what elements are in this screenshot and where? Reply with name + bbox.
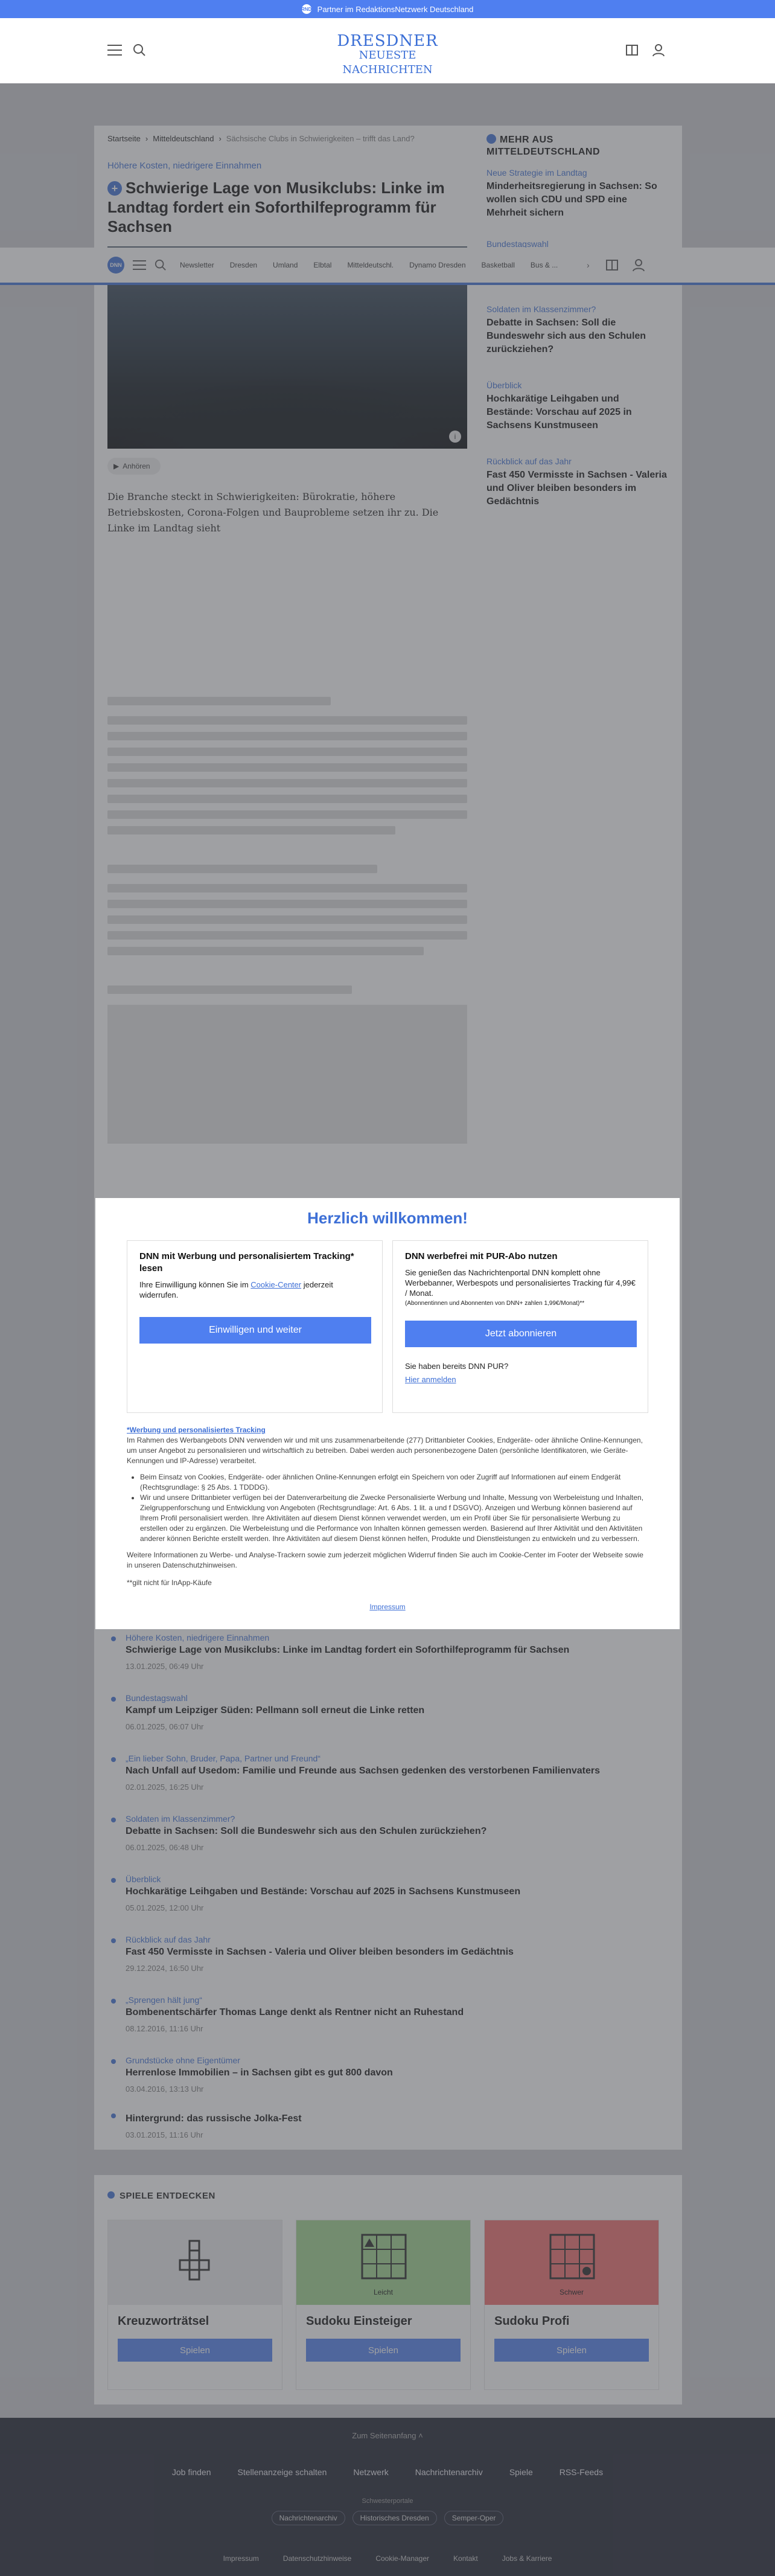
consent-option-pur [392,1240,648,1413]
option-text: Sie genießen das Nachrichtenportal DNN komplett ohne Werbebanner, Werbespots und personalisiertes Tracking für 4,99€ / Monat. [405,1268,636,1298]
partner-bar[interactable] [0,0,775,18]
partner-bar-text: Partner im RedaktionsNetzwerk Deutschland [317,4,474,14]
consent-fine-print [127,1425,648,1588]
menu-icon[interactable] [107,45,122,56]
accept-button[interactable]: Einwilligen und weiter [139,1317,371,1344]
subscribe-button[interactable]: Jetzt abonnieren [405,1321,637,1347]
epaper-icon[interactable] [625,43,639,57]
option-heading: DNN werbefrei mit PUR-Abo nutzen [405,1251,558,1261]
fine-print-paragraph: Weitere Informationen zu Werbe- und Analyse-Trackern sowie zum jederzeit möglichen Widerruf finden Sie auch im Cookie-Center im Footer der Webseite sowie in unseren Datenschutzhinweisen. [127,1551,643,1569]
fine-print-note: **gilt nicht für InApp-Käufe [127,1578,212,1587]
login-question: Sie haben bereits DNN PUR? [405,1362,509,1371]
rnd-logo-icon: RND [302,4,311,14]
option-small-print: (Abonnentinnen und Abonnenten von DNN+ zahlen 1,99€/Monat)** [405,1300,585,1307]
consent-option-ads [127,1240,383,1413]
consent-modal [95,1198,680,1629]
modal-title: Herzlich willkommen! [307,1209,468,1227]
fine-print-bullet: • Wir und unsere Drittanbieter verfügen bei der Datenverarbeitung die Zwecke Personalisierte Werbung und Inhalte, Messung von Werbeleistung und Inhalten, Zielgruppenforschung und Entwicklung von Angeboten (Rechtsgrundlage: Art. 6 Abs. 1 lit. a und f DSGVO). Anzeigen und Werbung können basierend auf Ihrem Profil personalisiert werden. Ihre Aktivitäten auf diesem Dienst können verwendet werden, um ein Profil über Sie für personalisierte Werbung zu erstellen oder zu ergänzen. Die Werbeleistung und die Performance von Inhalten können gemessen werden. Basierend auf Ihrer Aktivität und den Aktivitäten anderer können Berichte erstellt werden. Ihre Aktivitäten auf diesem Dienst können helfen, Produkte und Dienstleistungen zu entwickeln und zu verbessern. [140,1493,648,1544]
option-heading: DNN mit Werbung und personalisiertem Tracking* lesen [139,1251,354,1274]
login-link[interactable]: Hier anmelden [405,1375,456,1384]
site-logo[interactable] [327,34,448,77]
logo-line-2: NEUESTE NACHRICHTEN [342,49,433,76]
account-icon[interactable] [652,43,665,57]
logo-line-1: DRESDNER [337,32,438,50]
impressum-link[interactable]: Impressum [369,1603,406,1611]
search-icon[interactable] [133,43,146,57]
fine-print-paragraph: Im Rahmen des Werbangebots DNN verwenden wir und mit uns zusammenarbeitende (277) Drittanbieter Cookies, Endgeräte- oder ähnliche Online-Kennungen, um unser Angebot zu personalisieren und wirtschaftlich zu betreiben. Dabei werden auch personenbezogene Daten (persönliche Identifikatoren, wie Geräte-Kennungen und IP-Adresse) verarbeitet. [127,1436,643,1465]
option-text: Ihre Einwilligung können Sie im Cookie-Center jederzeit widerrufen. [139,1280,333,1299]
fine-print-title[interactable]: *Werbung und personalisiertes Tracking [127,1426,266,1434]
fine-print-bullet: • Beim Einsatz von Cookies, Endgeräte- oder ähnlichen Online-Kennungen erfolgt ein Speichern von oder Zugriff auf Informationen auf einem Endgerät (Rechtsgrundlage: § 25 Abs. 1 TDDDG). [140,1472,648,1493]
cookie-center-link[interactable]: Cookie-Center [250,1280,302,1289]
